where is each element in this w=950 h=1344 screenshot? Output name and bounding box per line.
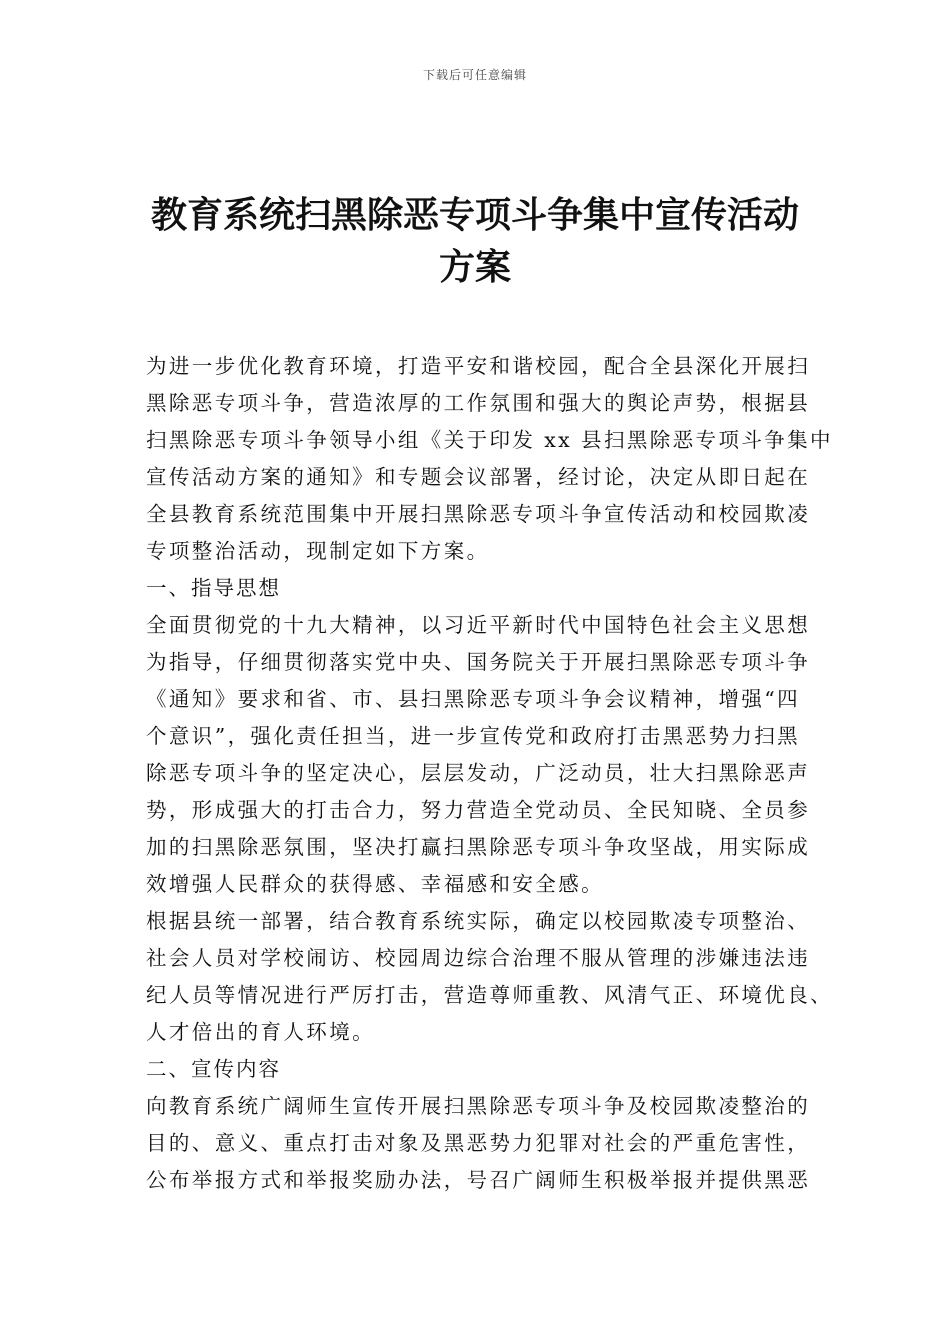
body-line: 为指导，仔细贯彻落实党中央、国务院关于开展扫黑除恶专项斗争 <box>146 650 811 674</box>
body-line: 向教育系统广阔师生宣传开展扫黑除恶专项斗争及校园欺凌整治的 <box>146 1094 811 1118</box>
body-line: 公布举报方式和举报奖励办法，号召广阔师生积极举报并提供黑恶 <box>146 1168 811 1192</box>
body-line: 人才倍出的育人环境。 <box>146 1020 375 1044</box>
body-line: 宣传活动方案的通知》和专题会议部署，经讨论，决定从即日起在 <box>146 465 811 489</box>
body-line: 个意识”，强化责任担当，进一步宣传党和政府打击黑恶势力扫黑 <box>146 724 801 748</box>
body-line: 全县教育系统范围集中开展扫黑除恶专项斗争宣传活动和校园欺凌 <box>146 502 811 526</box>
body-line: 势，形成强大的打击合力，努力营造全党动员、全民知晓、全员参 <box>146 798 811 822</box>
document-title-line-1: 教育系统扫黑除恶专项斗争集中宣传活动 <box>150 195 799 236</box>
body-line: 根据县统一部署，结合教育系统实际，确定以校园欺凌专项整治、 <box>146 909 811 933</box>
page-header: 下载后可任意编辑 <box>422 68 527 82</box>
body-line: 《通知》要求和省、市、县扫黑除恶专项斗争会议精神，增强“四 <box>146 687 801 711</box>
section-heading-guiding-ideology: 一、指导思想 <box>146 576 281 600</box>
body-line: 目的、意义、重点打击对象及黑恶势力犯罪对社会的严重危害性， <box>146 1131 811 1155</box>
body-line: 加的扫黑除恶氛围，坚决打赢扫黑除恶专项斗争攻坚战，用实际成 <box>146 835 811 859</box>
document-title-line-2: 方案 <box>438 247 511 288</box>
body-line: 专项整治活动，现制定如下方案。 <box>146 539 490 563</box>
body-line: 纪人员等情况进行严厉打击，营造尊师重教、风清气正、环境优良、 <box>146 983 833 1007</box>
body-line: 扫黑除恶专项斗争领导小组《关于印发 xx 县扫黑除恶专项斗争集中 <box>146 428 833 452</box>
section-heading-publicity-content: 二、宣传内容 <box>146 1057 281 1081</box>
body-line: 社会人员对学校闹访、校园周边综合治理不服从管理的涉嫌违法违 <box>146 946 811 970</box>
body-line: 除恶专项斗争的坚定决心，层层发动，广泛动员，壮大扫黑除恶声 <box>146 761 811 785</box>
body-line: 为进一步优化教育环境，打造平安和谐校园，配合全县深化开展扫 <box>146 354 811 378</box>
body-line: 黑除恶专项斗争，营造浓厚的工作氛围和强大的舆论声势，根据县 <box>146 391 811 415</box>
body-line: 效增强人民群众的获得感、幸福感和安全感。 <box>146 872 604 896</box>
document-body <box>146 348 833 1199</box>
document-title <box>120 190 830 294</box>
body-line: 全面贯彻党的十九大精神，以习近平新时代中国特色社会主义思想 <box>146 613 811 637</box>
